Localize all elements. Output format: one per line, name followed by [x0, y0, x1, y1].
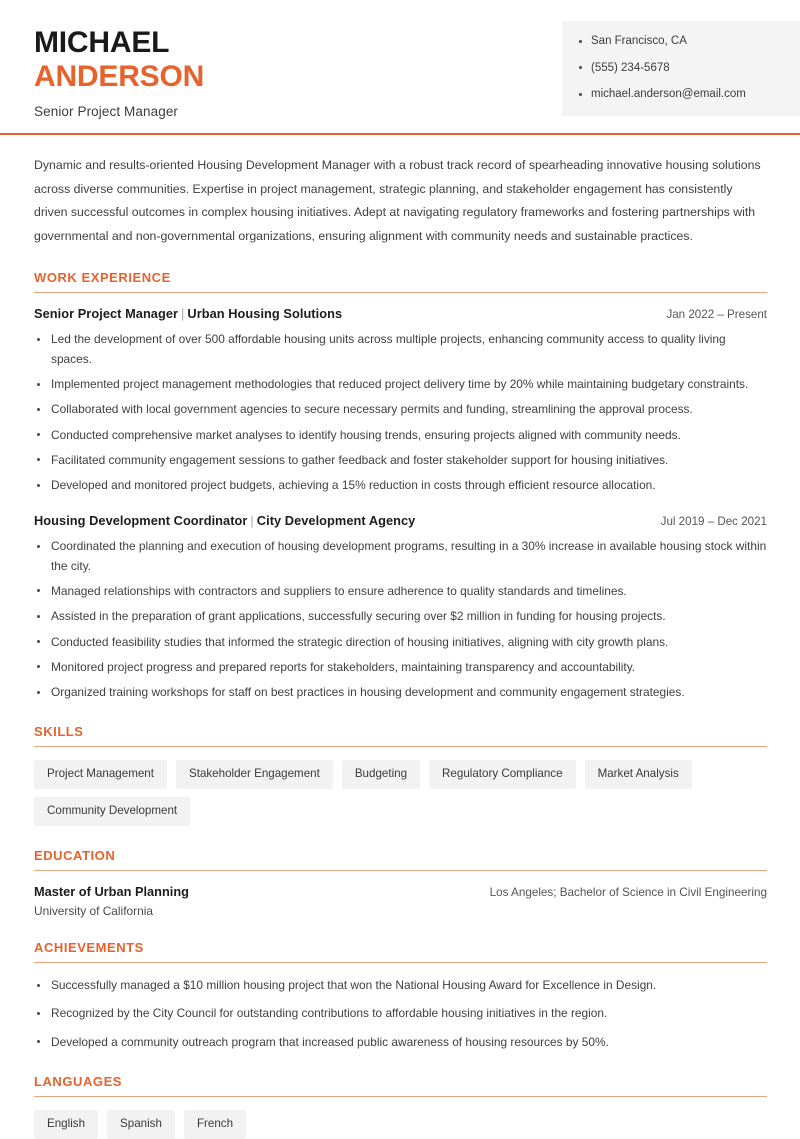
contact-email[interactable]: michael.anderson@email.com: [578, 87, 786, 103]
skill-tag: Stakeholder Engagement: [176, 760, 333, 789]
skills-tag-list: [34, 760, 767, 826]
experience-entry: [34, 306, 767, 495]
section-rule: [34, 746, 767, 747]
experience-bullet: Assisted in the preparation of grant applications, successfully securing over $2 million in funding for housing projects.: [34, 607, 767, 626]
section-title-skills: SKILLS: [34, 724, 84, 740]
language-tag: French: [184, 1110, 246, 1139]
header-divider: [0, 133, 800, 135]
skill-tag: Budgeting: [342, 760, 420, 789]
experience-date: Jul 2019 – Dec 2021: [660, 515, 767, 529]
professional-summary: Dynamic and results-oriented Housing Development Manager with a robust track record of spearheading innovative housing solutions across diverse communities. Expertise in project management, strategic planning, and stakeholder engagement has consistently driven successful outcomes in complex housing initiatives. Adept at navigating regulatory frameworks and fostering partnerships with governmental and non-governmental organizations, ensuring alignment with community needs and sustainable practices.: [34, 158, 761, 243]
experience-company: Urban Housing Solutions: [187, 306, 343, 322]
resume-header: [0, 0, 800, 133]
section-skills: [34, 724, 767, 826]
last-name: ANDERSON: [34, 59, 205, 93]
education-detail: Los Angeles; Bachelor of Science in Civil Engineering: [489, 886, 767, 900]
skill-tag: Project Management: [34, 760, 167, 789]
skill-tag: Market Analysis: [585, 760, 692, 789]
achievement-list: [34, 976, 767, 1052]
achievement-item: Recognized by the City Council for outstanding contributions to affordable housing initiatives in the region.: [34, 1004, 767, 1023]
experience-bullet: Conducted comprehensive market analyses to identify housing trends, ensuring projects aligned with community needs.: [34, 426, 767, 445]
education-degree: Master of Urban Planning: [34, 884, 189, 900]
section-education: [34, 848, 767, 918]
experience-bullet: Managed relationships with contractors and suppliers to ensure adherence to quality standards and timelines.: [34, 582, 767, 601]
experience-entry-head: [34, 513, 767, 528]
section-rule: [34, 870, 767, 871]
education-row: [34, 884, 767, 899]
section-rule: [34, 1096, 767, 1097]
experience-role: Housing Development Coordinator: [34, 513, 248, 529]
skill-tag: Regulatory Compliance: [429, 760, 576, 789]
contact-list: [578, 34, 786, 103]
section-languages: [34, 1074, 767, 1139]
title-separator: |: [250, 513, 254, 529]
experience-date: Jan 2022 – Present: [666, 308, 767, 322]
experience-bullet: Monitored project progress and prepared reports for stakeholders, maintaining transparency and accountability.: [34, 658, 767, 677]
experience-title: [34, 513, 415, 528]
resume-content: [0, 154, 800, 1139]
section-achievements: [34, 940, 767, 1052]
experience-bullet: Implemented project management methodologies that reduced project delivery time by 20% while maintaining budgetary constraints.: [34, 375, 767, 394]
achievement-item: Developed a community outreach program that increased public awareness of housing resources by 50%.: [34, 1033, 767, 1052]
experience-company: City Development Agency: [256, 513, 416, 529]
section-title-work-experience: WORK EXPERIENCE: [34, 270, 171, 286]
experience-entry-head: [34, 306, 767, 321]
section-title-achievements: ACHIEVEMENTS: [34, 940, 144, 956]
experience-bullet: Developed and monitored project budgets, achieving a 15% reduction in costs through efficient resource allocation.: [34, 476, 767, 495]
section-title-education: EDUCATION: [34, 848, 116, 864]
achievement-item: Successfully managed a $10 million housing project that won the National Housing Award for Excellence in Design.: [34, 976, 767, 995]
experience-role: Senior Project Manager: [34, 306, 179, 322]
experience-bullet: Collaborated with local government agencies to secure necessary permits and funding, streamlining the approval process.: [34, 400, 767, 419]
experience-bullet: Facilitated community engagement sessions to gather feedback and foster stakeholder support for housing initiatives.: [34, 451, 767, 470]
experience-title: [34, 306, 342, 321]
language-tag: Spanish: [107, 1110, 175, 1139]
education-school: University of California: [34, 904, 153, 919]
experience-bullet: Organized training workshops for staff on best practices in housing development and community engagement strategies.: [34, 683, 767, 702]
full-name: [34, 26, 204, 93]
experience-bullet: Coordinated the planning and execution of housing development programs, resulting in a 30% increase in available housing stock within the city.: [34, 537, 767, 576]
headline-job-title: Senior Project Manager: [34, 104, 179, 120]
identity-block: [0, 0, 204, 119]
education-entry: [34, 884, 767, 918]
skill-tag: Community Development: [34, 797, 190, 826]
experience-entry: [34, 513, 767, 702]
section-rule: [34, 292, 767, 293]
first-name: MICHAEL: [34, 26, 170, 59]
contact-location: San Francisco, CA: [578, 34, 786, 50]
section-rule: [34, 962, 767, 963]
contact-box: [562, 21, 800, 116]
section-title-languages: LANGUAGES: [34, 1074, 123, 1090]
experience-bullets: [34, 330, 767, 495]
languages-tag-list: [34, 1110, 767, 1139]
contact-phone[interactable]: (555) 234-5678: [578, 61, 786, 77]
experience-bullet: Led the development of over 500 affordable housing units across multiple projects, enhancing community access to quality living spaces.: [34, 330, 767, 369]
title-separator: |: [181, 306, 185, 322]
language-tag: English: [34, 1110, 98, 1139]
experience-bullet: Conducted feasibility studies that informed the strategic direction of housing initiatives, aligning with city growth plans.: [34, 633, 767, 652]
section-work-experience: [34, 270, 767, 702]
experience-bullets: [34, 537, 767, 702]
